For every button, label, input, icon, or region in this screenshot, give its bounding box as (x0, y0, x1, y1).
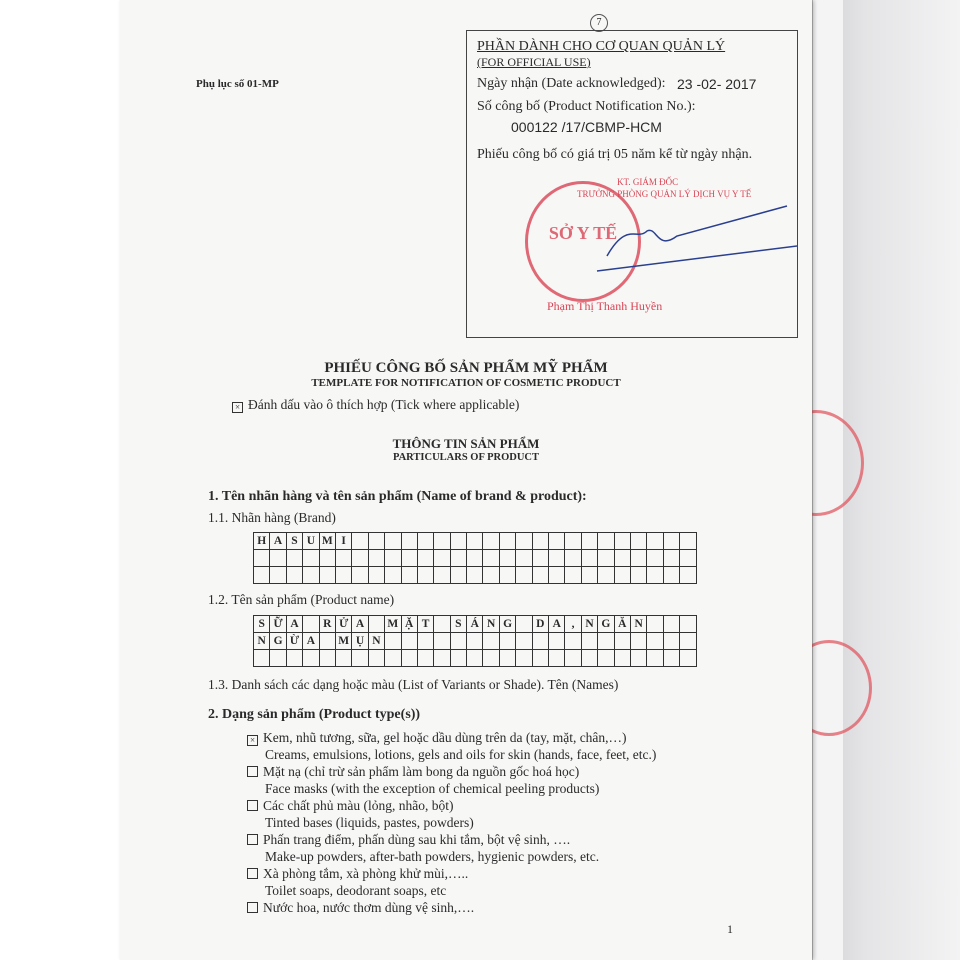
grid-cell (598, 550, 614, 567)
grid-cell: A (270, 533, 286, 550)
grid-cell (368, 616, 384, 633)
grid-cell (270, 567, 286, 584)
grid-cell (434, 650, 450, 667)
grid-cell (303, 616, 319, 633)
product-type-item (247, 831, 656, 865)
grid-cell: M (335, 633, 351, 650)
grid-cell (385, 650, 401, 667)
type-vi: Mặt nạ (chỉ trừ sản phẩm làm bong da nguồn gốc hoá học) (263, 764, 580, 779)
grid-cell: A (286, 616, 302, 633)
grid-cell (499, 550, 515, 567)
checkbox-icon[interactable] (247, 834, 258, 845)
grid-cell: D (532, 616, 548, 633)
grid-cell (581, 650, 597, 667)
grid-cell (319, 550, 335, 567)
grid-cell (581, 633, 597, 650)
signature (587, 201, 797, 281)
grid-cell (254, 550, 270, 567)
grid-cell (335, 550, 351, 567)
s1-heading: 1. Tên nhãn hàng và tên sản phẩm (Name of brand & product): (208, 489, 587, 504)
grid-cell (614, 567, 630, 584)
grid-cell (565, 650, 581, 667)
grid-cell (647, 633, 663, 650)
grid-cell (434, 633, 450, 650)
variants-label: 1.3. Danh sách các dạng hoặc màu (List of Variants or Shade). Tên (Names) (208, 677, 619, 692)
grid-cell (401, 533, 417, 550)
grid-row (254, 616, 697, 633)
grid-row (254, 550, 697, 567)
grid-cell (581, 550, 597, 567)
grid-cell (532, 633, 548, 650)
grid-cell (319, 633, 335, 650)
signer-department: TRƯỞNG PHÒNG QUẢN LÝ DỊCH VỤ Y TẾ (577, 189, 752, 199)
grid-cell: G (270, 633, 286, 650)
grid-cell (565, 633, 581, 650)
grid-cell (483, 567, 499, 584)
tick-note (232, 397, 519, 413)
grid-cell (614, 550, 630, 567)
product-type-item (247, 797, 656, 831)
type-en: Make-up powders, after-bath powders, hygienic powders, etc. (265, 849, 600, 864)
grid-cell (598, 533, 614, 550)
grid-cell: R (319, 616, 335, 633)
page-number: 1 (727, 922, 733, 936)
grid-cell (614, 650, 630, 667)
product-type-item (247, 865, 656, 899)
grid-cell: H (254, 533, 270, 550)
grid-cell (630, 550, 646, 567)
grid-cell (680, 650, 696, 667)
grid-cell (434, 550, 450, 567)
grid-cell: Ặ (401, 616, 417, 633)
grid-cell (450, 550, 466, 567)
grid-cell (647, 533, 663, 550)
grid-cell: A (549, 616, 565, 633)
grid-cell (663, 616, 679, 633)
grid-cell (467, 567, 483, 584)
grid-cell (549, 567, 565, 584)
date-value: 23 -02- 2017 (677, 76, 757, 92)
grid-cell (434, 567, 450, 584)
grid-cell (516, 550, 532, 567)
grid-cell (565, 567, 581, 584)
grid-cell (549, 650, 565, 667)
grid-cell (549, 550, 565, 567)
grid-cell (319, 567, 335, 584)
grid-cell (581, 567, 597, 584)
grid-cell (516, 650, 532, 667)
grid-cell (680, 533, 696, 550)
notification-number: 000122 /17/CBMP-HCM (511, 119, 662, 135)
grid-cell (499, 567, 515, 584)
grid-cell (352, 550, 368, 567)
grid-cell (647, 650, 663, 667)
grid-cell: N (483, 616, 499, 633)
grid-cell (335, 650, 351, 667)
grid-cell: Ụ (352, 633, 368, 650)
product-type-item (247, 899, 656, 916)
grid-cell (467, 550, 483, 567)
grid-cell (368, 550, 384, 567)
grid-cell (352, 533, 368, 550)
grid-cell (401, 550, 417, 567)
validity-note: Phiếu công bố có giá trị 05 năm kể từ ngày nhận. (477, 147, 753, 162)
grid-cell (483, 533, 499, 550)
grid-cell (450, 650, 466, 667)
official-title-en: (FOR OFFICIAL USE) (477, 55, 591, 69)
grid-cell (467, 533, 483, 550)
official-use-box (466, 30, 798, 338)
grid-cell: N (368, 633, 384, 650)
grid-cell (598, 567, 614, 584)
grid-cell (663, 533, 679, 550)
grid-cell (680, 633, 696, 650)
grid-cell (417, 550, 433, 567)
grid-cell (630, 567, 646, 584)
product-type-item (247, 729, 656, 763)
grid-cell: I (335, 533, 351, 550)
grid-cell (549, 533, 565, 550)
grid-cell (286, 550, 302, 567)
handwritten-page-mark: 7 (590, 14, 608, 32)
grid-cell (450, 533, 466, 550)
checked-box-icon: × (232, 402, 243, 413)
type-vi: Các chất phủ màu (lỏng, nhão, bột) (263, 798, 454, 813)
date-label: Ngày nhận (Date acknowledged): (477, 76, 666, 91)
grid-cell (680, 550, 696, 567)
grid-row (254, 567, 697, 584)
seal-text: SỞ Y TẾ (548, 223, 618, 243)
grid-cell: N (581, 616, 597, 633)
grid-cell (680, 567, 696, 584)
grid-cell (254, 567, 270, 584)
grid-cell (483, 650, 499, 667)
checkbox-icon[interactable] (247, 766, 258, 777)
s2-heading: 2. Dạng sản phẩm (Product type(s)) (208, 707, 421, 722)
grid-cell: A (352, 616, 368, 633)
grid-cell (303, 567, 319, 584)
grid-cell: M (385, 616, 401, 633)
grid-cell (630, 633, 646, 650)
type-en: Creams, emulsions, lotions, gels and oils for skin (hands, face, feet, etc.) (265, 747, 657, 762)
checkbox-icon[interactable] (247, 868, 258, 879)
grid-cell (434, 616, 450, 633)
grid-cell (352, 650, 368, 667)
type-en: Toilet soaps, deodorant soaps, etc (265, 883, 447, 898)
grid-cell (680, 616, 696, 633)
brand-label: 1.1. Nhãn hàng (Brand) (208, 510, 336, 525)
grid-cell (401, 650, 417, 667)
grid-cell: Ử (335, 616, 351, 633)
appendix-label: Phụ lục số 01-MP (196, 78, 279, 90)
grid-cell (368, 567, 384, 584)
product-name-label: 1.2. Tên sản phẩm (Product name) (208, 592, 395, 607)
grid-cell (368, 533, 384, 550)
grid-cell (565, 533, 581, 550)
signer-title: KT. GIÁM ĐỐC (617, 177, 679, 187)
grid-cell (499, 633, 515, 650)
product-type-item (247, 763, 656, 797)
type-vi: Xà phòng tắm, xà phòng khử mùi,….. (263, 866, 469, 881)
type-vi: Nước hoa, nước thơm dùng vệ sinh,…. (263, 900, 475, 915)
checked-box-icon[interactable]: × (247, 735, 258, 746)
grid-cell (450, 633, 466, 650)
grid-cell (565, 550, 581, 567)
grid-cell (630, 650, 646, 667)
grid-cell (434, 533, 450, 550)
grid-cell: T (417, 616, 433, 633)
form-title-en: TEMPLATE FOR NOTIFICATION OF COSMETIC PRODUCT (311, 377, 621, 389)
type-en: Tinted bases (liquids, pastes, powders) (265, 815, 474, 830)
grid-cell (270, 650, 286, 667)
grid-cell (499, 650, 515, 667)
grid-cell (401, 633, 417, 650)
grid-cell: , (565, 616, 581, 633)
grid-cell (598, 633, 614, 650)
grid-cell (483, 633, 499, 650)
grid-cell: S (450, 616, 466, 633)
product-name-grid (253, 615, 697, 667)
grid-cell (647, 567, 663, 584)
grid-cell (401, 567, 417, 584)
grid-cell (614, 633, 630, 650)
grid-cell (647, 550, 663, 567)
grid-cell (598, 650, 614, 667)
grid-cell (532, 650, 548, 667)
grid-cell (385, 533, 401, 550)
grid-cell (532, 533, 548, 550)
grid-cell: M (319, 533, 335, 550)
official-title-vi: PHẦN DÀNH CHO CƠ QUAN QUẢN LÝ (477, 39, 726, 54)
grid-cell (417, 533, 433, 550)
grid-cell (516, 567, 532, 584)
form-title-vi: PHIẾU CÔNG BỐ SẢN PHẨM MỸ PHẨM (324, 360, 608, 376)
grid-cell (303, 650, 319, 667)
product-type-list (247, 729, 656, 916)
grid-row (254, 533, 697, 550)
grid-cell: G (499, 616, 515, 633)
type-en: Face masks (with the exception of chemical peeling products) (265, 781, 600, 796)
checkbox-icon[interactable] (247, 902, 258, 913)
grid-cell (532, 550, 548, 567)
section-title-vi: THÔNG TIN SẢN PHẨM (392, 436, 540, 451)
grid-cell (319, 650, 335, 667)
grid-cell (663, 567, 679, 584)
grid-cell (614, 533, 630, 550)
grid-cell (254, 650, 270, 667)
grid-cell (516, 616, 532, 633)
grid-cell (467, 633, 483, 650)
tick-note-text: Đánh dấu vào ô thích hợp (Tick where applicable) (248, 397, 520, 412)
grid-cell (516, 633, 532, 650)
grid-cell (335, 567, 351, 584)
grid-row (254, 633, 697, 650)
grid-cell (483, 550, 499, 567)
grid-cell: N (254, 633, 270, 650)
grid-cell (417, 633, 433, 650)
grid-cell (385, 567, 401, 584)
grid-cell (630, 533, 646, 550)
brand-grid (253, 532, 697, 584)
grid-cell (286, 650, 302, 667)
grid-cell (286, 567, 302, 584)
grid-cell: S (286, 533, 302, 550)
grid-cell (663, 650, 679, 667)
grid-cell: G (598, 616, 614, 633)
grid-cell (516, 533, 532, 550)
grid-cell: Á (467, 616, 483, 633)
grid-cell: Ă (614, 616, 630, 633)
grid-cell (467, 650, 483, 667)
grid-row (254, 650, 697, 667)
grid-cell (417, 650, 433, 667)
grid-cell: A (303, 633, 319, 650)
grid-cell (385, 633, 401, 650)
checkbox-icon[interactable] (247, 800, 258, 811)
grid-cell (499, 533, 515, 550)
grid-cell (663, 633, 679, 650)
grid-cell (417, 567, 433, 584)
grid-cell: U (303, 533, 319, 550)
type-vi: Phấn trang điểm, phấn dùng sau khi tắm, bột vệ sinh, …. (263, 832, 571, 847)
grid-cell (303, 550, 319, 567)
number-label: Số công bố (Product Notification No.): (477, 99, 696, 114)
grid-cell: S (254, 616, 270, 633)
grid-cell (532, 567, 548, 584)
grid-cell (270, 550, 286, 567)
grid-cell (352, 567, 368, 584)
grid-cell (663, 550, 679, 567)
grid-cell (385, 550, 401, 567)
grid-cell: Ừ (286, 633, 302, 650)
grid-cell (549, 633, 565, 650)
type-vi: Kem, nhũ tương, sữa, gel hoặc dầu dùng trên da (tay, mặt, chân,…) (263, 730, 627, 745)
grid-cell: N (630, 616, 646, 633)
grid-cell (450, 567, 466, 584)
grid-cell (368, 650, 384, 667)
grid-cell (647, 616, 663, 633)
signer-name: Phạm Thị Thanh Huyền (547, 299, 663, 313)
section-title-en: PARTICULARS OF PRODUCT (392, 452, 540, 463)
grid-cell: Ữ (270, 616, 286, 633)
grid-cell (581, 533, 597, 550)
